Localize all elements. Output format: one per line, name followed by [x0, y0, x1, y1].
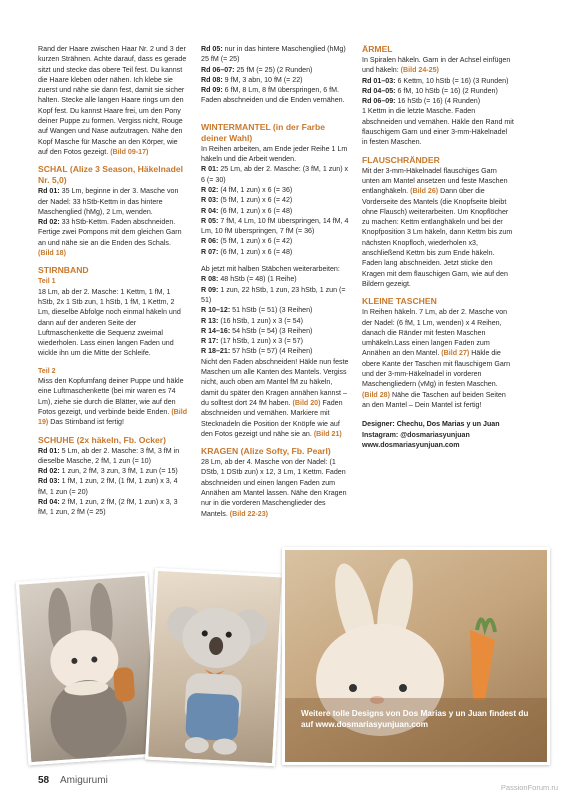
row-text: (6 fM, 1 zun) x 6 (= 48): [218, 206, 293, 215]
row-text: (5 fM, 1 zun) x 6 (= 42): [218, 196, 293, 205]
section-heading-kragen: KRAGEN (Alize Softy, Fb. Pearl): [201, 446, 331, 457]
round-label: Rd 02:: [38, 218, 60, 227]
figure-ref: (Bild 28): [362, 390, 390, 399]
round-label: Rd 08:: [201, 75, 223, 84]
row-label: R 06:: [201, 237, 219, 246]
photo-koala-doll: [145, 568, 285, 767]
round-label: Rd 09:: [201, 86, 223, 95]
row-text: (16 hStb, 1 zun) x 3 (= 54): [218, 316, 303, 325]
round-label: Rd 01:: [38, 187, 60, 196]
row-label: R 17:: [201, 337, 219, 346]
round-label: Rd 06–09:: [362, 97, 396, 106]
figure-ref: (Bild 20): [292, 398, 321, 407]
paragraph: Faden abschneiden und vernähen. Markiere mit Stecknadeln die Position der Knöpfe wie auf den Fotos gezeigt und nähe sie an.: [201, 398, 343, 438]
round-text: 16 hStb (= 16) (4 Runden): [395, 97, 481, 106]
paragraph: Häkle die obere Kante der Taschen mit flauschigem Garn und der 3-mm-Häkelnadel in vorderen Maschengliedern (vMg) in festen Maschen.: [362, 349, 511, 389]
round-text: 6 Kettm, 10 hStb (= 16) (3 Runden): [395, 76, 509, 85]
row-text: 1 zun, 22 hStb, 1 zun, 23 hStb, 1 zun (= 51): [201, 285, 346, 304]
paragraph: In Reihen arbeiten, am Ende jeder Reihe 1 Lm häkeln und die Arbeit wenden.: [201, 144, 348, 164]
row-label: R 09:: [201, 285, 219, 294]
row-text: 25 Lm, ab der 2. Masche: (3 fM, 1 zun) x 6 (= 30): [201, 165, 349, 184]
row-text: (6 fM, 1 zun) x 6 (= 48): [218, 247, 293, 256]
photo-caption: Weitere tolle Designs von Dos Marias y un Juan findest du auf www.dosmariasyunjuan.com: [301, 709, 529, 730]
column-3: [362, 44, 514, 450]
koala-doll-image: [148, 571, 282, 763]
paragraph: Mit der 3-mm-Häkelnadel flauschiges Garn unten am Mantel ansetzen und feste Maschen entlanghäkeln.: [362, 166, 508, 196]
row-label: R 01:: [201, 165, 219, 174]
section-heading-wintermantel: WINTERMANTEL (in der Farbe deiner Wahl): [201, 121, 325, 143]
teil-2-text: Miss den Kopfumfang deiner Puppe und häkle eine Luftmaschenkette (bei mir waren es 74 Lm), ziehe sie durch die Blätter, wie auf den Fotos gezeigt, und verbinde beide Enden.: [38, 377, 184, 416]
website-link[interactable]: www.dosmariasyunjuan.com: [362, 440, 460, 449]
figure-ref: (Bild 22-23): [229, 509, 269, 518]
paragraph: In Reihen häkeln. 7 Lm, ab der 2. Masche von der Nadel: (6 fM, 1 Lm, wenden) x 4 Reihen, danach die Ränder mit festen Maschen umhäkeln.Lass einen langen Faden zum Annähen an den Mantel.: [362, 308, 508, 358]
row-label: R 10–12:: [201, 306, 231, 315]
figure-ref: (Bild 19): [38, 407, 188, 427]
watermark: PassionForum.ru: [500, 783, 558, 792]
section-heading-schal: SCHAL (Alize 3 Season, Häkelnadel Nr. 5,0): [38, 164, 184, 186]
row-label: R 08:: [201, 275, 219, 284]
row-text: 54 hStb (= 54) (3 Reihen): [230, 326, 313, 335]
figure-ref: (Bild 27): [441, 349, 470, 358]
photo-bunny-doll: [16, 573, 161, 766]
round-text: nur in das hintere Maschenglied (hMg) 25 fM (= 25): [201, 45, 346, 64]
round-text: 5 Lm, ab der 2. Masche: 3 fM, 3 fM in dieselbe Masche, 2 fM, 1 zun (= 10): [38, 446, 180, 465]
subheading-teil-2: Teil 2: [38, 366, 56, 375]
column-2: [201, 44, 351, 519]
page-number: 58: [38, 775, 50, 786]
paragraph: Faden abschneiden und die Enden vernähen.: [201, 96, 345, 105]
round-text: 2 fM, 1 zun, 2 fM, (2 fM, 1 zun) x 3, 3 fM, 1 zun, 2 fM (= 25): [38, 497, 178, 517]
section-heading-flauschraender: FLAUSCHRÄNDER: [362, 154, 440, 165]
bunny-doll-image: [19, 576, 157, 762]
row-text: 48 hStb (= 48) (1 Reihe): [218, 275, 297, 284]
instagram-credit: Instagram: @dosmariasyunjuan: [362, 430, 470, 439]
paragraph: 28 Lm, ab der 4. Masche von der Nadel: (1 DStb, 1 DStb zun) x 12, 3 Lm, 1 Kettm. Faden abschneiden und einen langen Faden zum Annähen am Mantel lassen. Nähe den Kragen nur in die vorderen Maschenglieder des Mantels.: [201, 458, 347, 518]
row-text: (5 fM, 1 zun) x 6 (= 42): [218, 237, 293, 246]
row-label: R 18–21:: [201, 347, 231, 356]
row-text: 7 fM, 4 Lm, 10 fM überspringen, 14 fM, 4 Lm, 10 fM überspringen, 7 fM (= 36): [201, 216, 349, 236]
row-text: 57 hStb (= 57) (4 Reihen): [230, 347, 313, 356]
paragraph: Ab jetzt mit halben Stäbchen weiterarbeiten:: [201, 265, 340, 274]
round-label: Rd 02:: [38, 467, 60, 476]
round-text: 1 fM, 1 zun, 2 fM, (1 fM, 1 zun) x 3, 4 fM, 1 zun (= 20): [38, 477, 178, 496]
figure-ref: (Bild 24-25): [400, 66, 439, 75]
round-label: Rd 03:: [38, 477, 60, 486]
round-label: Rd 04–05:: [362, 86, 396, 95]
row-label: R 05:: [201, 216, 219, 225]
magazine-name: Amigurumi: [60, 775, 108, 786]
section-heading-schuhe: SCHUHE (2x häkeln, Fb. Ocker): [38, 434, 166, 445]
round-label: Rd 05:: [201, 45, 223, 53]
column-1: [38, 44, 188, 518]
row-text: 51 hStb (= 51) (3 Reihen): [230, 306, 313, 315]
row-label: R 02:: [201, 185, 219, 194]
round-label: Rd 04:: [38, 497, 60, 506]
round-text: 1 zun, 2 fM, 3 zun, 3 fM, 1 zun (= 15): [59, 467, 178, 476]
teil-2-end: Das Stirnband ist fertig!: [48, 418, 124, 427]
paragraph: Dann über die Vorderseite des Mantels (die Knopfseite bleibt ohne Flausch) weiterarbeiten. Um Knopflöcher zu machen: Kettm entlanghäkeln und bei der Knopfposition 3 Lm häkeln, dann Kettm bis zum nächsten Knopfloch, wiederholen x3, anschließend Kettm bis zum Ende häkeln. Faden lang abschneiden. Jetzt sticke den Kragen mit dem flauschigen Garn, wie auf den Bildern gezeigt.: [362, 187, 513, 288]
paragraph: 1 Kettm in die letzte Masche. Faden abschneiden und vernähen. Häkle den Rand mit flauschigem Garn und einer 3-mm-Häkelnadel in festen Maschen.: [362, 107, 514, 147]
round-label: Rd 01:: [38, 446, 60, 455]
bunny-carrot-image: [285, 550, 547, 762]
figure-ref: (Bild 09-17): [110, 147, 149, 156]
designer-credit: Designer: Chechu, Dos Marias y un Juan: [362, 420, 500, 429]
teil-1-text: 18 Lm, ab der 2. Masche: 1 Kettm, 1 fM, 1 hStb, 2x 1 Stb zun, 1 hStb, 1 fM, 1 Kettm, 2 Lm, dieselbe Abfolge noch einmal häkeln und dann auf der anderen Seite der Luftmaschenkette die Sequenz zweimal wiederholen. Lass einen langen Faden und wickle ihn um die Mitte der Schleife.: [38, 287, 181, 358]
row-label: R 13:: [201, 316, 219, 325]
paragraph: In Spiralen häkeln. Garn in der Achsel einfügen und häkeln:: [362, 56, 511, 75]
round-text: 33 hStb-Kettm. Faden abschneiden. Fertige zwei Pompons mit dem gleichen Garn an und nähe sie an die Enden des Schals.: [38, 218, 182, 247]
row-text: (4 fM, 1 zun) x 6 (= 36): [218, 185, 293, 194]
round-text: 6 fM, 8 Lm, 8 fM überspringen, 6 fM.: [222, 86, 339, 95]
round-label: Rd 06–07:: [201, 65, 235, 74]
row-text: (17 hStb, 1 zun) x 3 (= 57): [218, 337, 303, 346]
paragraph: Nicht den Faden abschneiden! Häkle nun feste Maschen um alle Kanten des Mantels. Vergiss nicht, auch oben am Mantel fM zu häkeln, damit du später den Kragen annähen kannst – du solltest dort 24 fM haben.: [201, 357, 349, 407]
figure-ref: (Bild 21): [313, 429, 342, 438]
round-text: 6 fM, 10 hStb (= 16) (2 Runden): [395, 86, 498, 95]
intro-text: Rand der Haare zwischen Haar Nr. 2 und 3 der kurzen Strähnen. Achte darauf, dass es gerade sitzt und stecke das obere Teil fest. Du kannst die Haare kleben oder nähen. Ich klebe sie zuerst und nähe sie dann fest, damit sie sicher halten. Stecke alle langen Haare rings um den Kopf fest. Du kannst Haare frei, um den Pony deiner Puppe zu formen. Vergiss nicht, Rouge auf Wangen und Nase aufzutragen. Nähe den Kopf Masche für Masche an den Körper, wie auf den Fotos gezeigt.: [38, 45, 187, 156]
subheading-teil-1: Teil 1: [38, 277, 56, 286]
section-heading-taschen: KLEINE TASCHEN: [362, 296, 437, 307]
section-heading-aermel: ÄRMEL: [362, 44, 393, 54]
photo-strip: [0, 547, 566, 762]
round-text: 25 fM (= 25) (2 Runden): [234, 65, 313, 74]
row-label: R 04:: [201, 206, 219, 215]
row-label: R 03:: [201, 196, 219, 205]
figure-ref: (Bild 26): [410, 187, 439, 196]
row-label: R 14–16:: [201, 326, 231, 335]
round-text: 35 Lm, beginne in der 3. Masche von der Nadel: 33 hStb-Kettm in das hintere Maschenglied (hMg), 2 Lm, wenden.: [38, 187, 179, 216]
paragraph: Nähe die Taschen auf beiden Seiten an den Mantel – Dein Mantel ist fertig!: [362, 390, 506, 409]
section-heading-stirnband: STIRNBAND: [38, 265, 89, 276]
photo-bunny-with-carrot: [282, 547, 550, 765]
row-label: R 07:: [201, 247, 219, 256]
round-label: Rd 01–03:: [362, 76, 396, 85]
figure-ref: (Bild 18): [38, 249, 66, 258]
round-text: 9 fM, 3 abn, 10 fM (= 22): [222, 75, 303, 84]
